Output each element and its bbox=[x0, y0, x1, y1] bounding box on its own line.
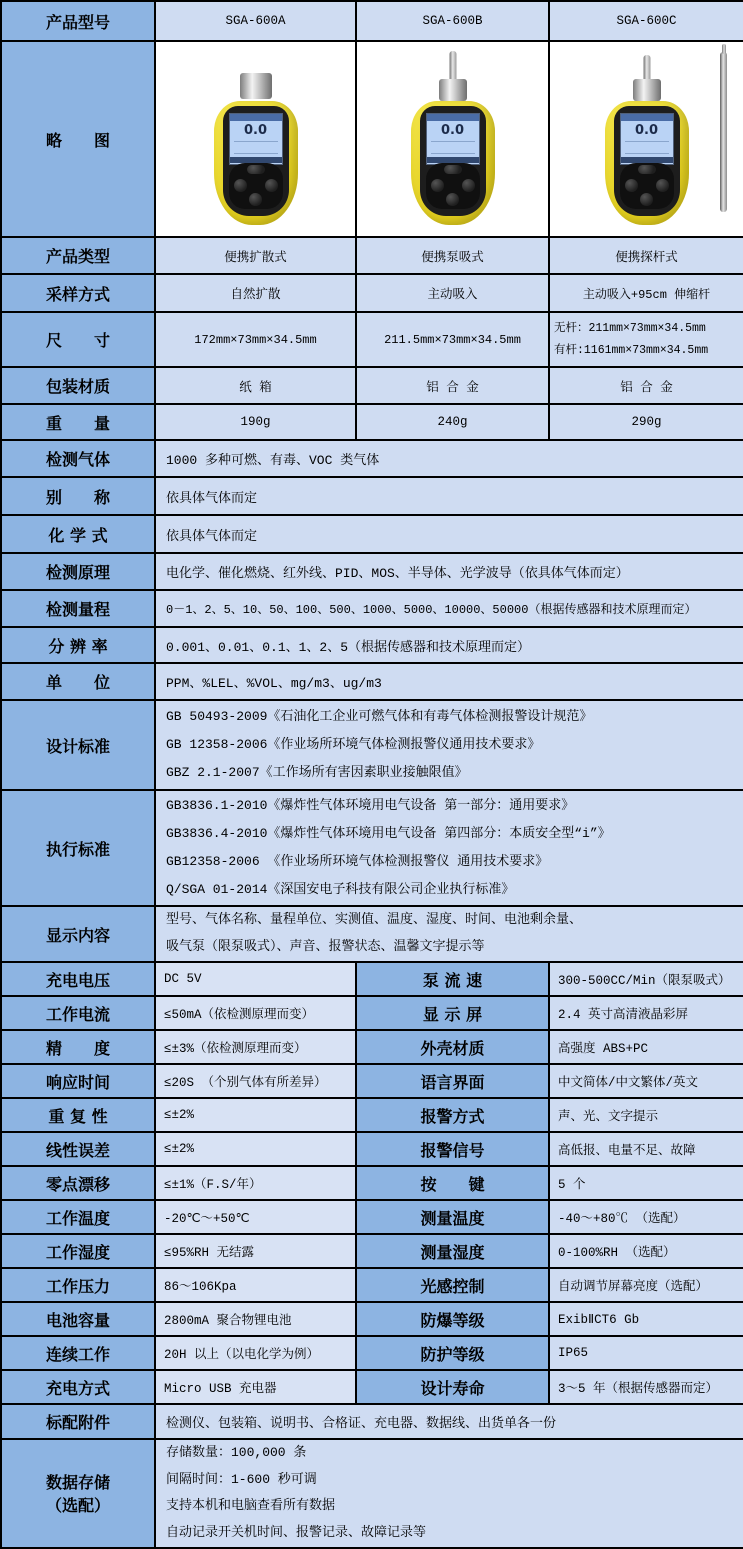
value-shell-material: 高强度 ABS+PC bbox=[549, 1030, 743, 1064]
device-photo-sga-600a bbox=[208, 51, 304, 229]
enter-button-icon bbox=[640, 193, 653, 206]
table-row bbox=[1, 1268, 743, 1302]
label-design-life: 设计寿命 bbox=[356, 1370, 549, 1404]
table-row bbox=[1, 996, 743, 1030]
label-display-screen: 显 示 屏 bbox=[356, 996, 549, 1030]
value-working-current: ≤50mA（依检测原理而变） bbox=[155, 996, 356, 1030]
table-row bbox=[1, 440, 743, 477]
value-model-c: SGA-600C bbox=[549, 1, 743, 41]
value-unit: PPM、%LEL、%VOL、mg/m3、ug/m3 bbox=[155, 663, 743, 700]
table-row bbox=[1, 1370, 743, 1404]
table-row bbox=[1, 790, 743, 906]
value-alarm-signal: 高低报、电量不足、故障 bbox=[549, 1132, 743, 1166]
screen-reading: 0.0 bbox=[440, 123, 465, 138]
value-working-pressure: 86～106Kpa bbox=[155, 1268, 356, 1302]
label-product-model: 产品型号 bbox=[1, 1, 155, 41]
execution-standard-line2: GB3836.4-2010《爆炸性气体环境用电气设备 第四部分：本质安全型“i”》 bbox=[166, 826, 611, 842]
device-probe bbox=[449, 51, 456, 81]
data-storage-line1: 存储数量：100,000 条 bbox=[166, 1445, 307, 1460]
dimensions-c-line1: 无杆：211mm×73mm×34.5mm bbox=[554, 321, 706, 335]
value-dimensions-c bbox=[549, 312, 743, 367]
right-button-icon bbox=[462, 179, 475, 192]
telescopic-rod bbox=[720, 52, 727, 212]
value-design-standard bbox=[155, 700, 743, 790]
data-storage-line2: 间隔时间：1-600 秒可调 bbox=[166, 1471, 317, 1487]
value-measure-humidity: 0-100%RH （选配） bbox=[549, 1234, 743, 1268]
value-standard-accessories: 检测仪、包装箱、说明书、合格证、充电器、数据线、出货单各一份 bbox=[155, 1404, 743, 1439]
label-execution-standard: 执行标准 bbox=[1, 790, 155, 906]
label-measure-humidity: 测量湿度 bbox=[356, 1234, 549, 1268]
label-alias: 别 称 bbox=[1, 477, 155, 515]
device-inlet-cap-icon bbox=[240, 73, 272, 99]
screen-info-row bbox=[234, 141, 278, 154]
table-row bbox=[1, 663, 743, 700]
table-row bbox=[1, 274, 743, 312]
value-chemical-formula: 依具体气体而定 bbox=[155, 515, 743, 553]
label-dimensions: 尺 寸 bbox=[1, 312, 155, 367]
label-product-type: 产品类型 bbox=[1, 237, 155, 274]
device-keypad bbox=[426, 163, 480, 209]
table-row bbox=[1, 1132, 743, 1166]
label-working-pressure: 工作压力 bbox=[1, 1268, 155, 1302]
screen-reading: 0.0 bbox=[243, 123, 268, 138]
label-chemical-formula: 化 学 式 bbox=[1, 515, 155, 553]
execution-standard-line4: Q/SGA 01-2014《深国安电子科技有限公司企业执行标准》 bbox=[166, 881, 515, 897]
label-shell-material: 外壳材质 bbox=[356, 1030, 549, 1064]
value-linearity-error: ≤±2% bbox=[155, 1132, 356, 1166]
data-storage-line3: 支持本机和电脑查看所有数据 bbox=[166, 1498, 336, 1514]
label-battery-capacity: 电池容量 bbox=[1, 1302, 155, 1336]
design-standard-line3: GBZ 2.1-2007《工作场所有害因素职业接触限值》 bbox=[166, 764, 468, 780]
value-detection-range: 0－1、2、5、10、50、100、500、1000、5000、10000、50000（根据传感器和技术原理而定） bbox=[155, 590, 743, 627]
label-working-current: 工作电流 bbox=[1, 996, 155, 1030]
value-sampling-a: 自然扩散 bbox=[155, 274, 356, 312]
value-repeatability: ≤±2% bbox=[155, 1098, 356, 1132]
value-dimensions-a: 172mm×73mm×34.5mm bbox=[155, 312, 356, 367]
screen-status-bar bbox=[427, 114, 479, 121]
table-row bbox=[1, 700, 743, 790]
value-execution-standard bbox=[155, 790, 743, 906]
table-row bbox=[1, 1404, 743, 1439]
device-screen bbox=[620, 113, 674, 165]
label-light-control: 光感控制 bbox=[356, 1268, 549, 1302]
table-row bbox=[1, 367, 743, 404]
enter-button-icon bbox=[249, 193, 262, 206]
label-charge-voltage: 充电电压 bbox=[1, 962, 155, 996]
design-standard-line1: GB 50493-2009《石油化工企业可燃气体和有毒气体检测报警设计规范》 bbox=[166, 709, 593, 725]
photo-cell-sga-600a bbox=[155, 41, 356, 237]
label-explosion-proof-grade: 防爆等级 bbox=[356, 1302, 549, 1336]
label-working-humidity: 工作湿度 bbox=[1, 1234, 155, 1268]
label-continuous-work: 连续工作 bbox=[1, 1336, 155, 1370]
table-row bbox=[1, 237, 743, 274]
device-keypad bbox=[620, 163, 674, 209]
value-measure-temperature: -40～+80℃ （选配） bbox=[549, 1200, 743, 1234]
photo-cell-sga-600b bbox=[356, 41, 549, 237]
device-body bbox=[411, 101, 495, 225]
value-packaging-a: 纸 箱 bbox=[155, 367, 356, 404]
table-row bbox=[1, 1030, 743, 1064]
value-working-temperature: -20℃～+50℃ bbox=[155, 1200, 356, 1234]
value-resolution: 0.001、0.01、0.1、1、2、5（根据传感器和技术原理而定） bbox=[155, 627, 743, 663]
label-accuracy: 精 度 bbox=[1, 1030, 155, 1064]
enter-button-icon bbox=[446, 193, 459, 206]
value-sampling-c: 主动吸入+95cm 伸缩杆 bbox=[549, 274, 743, 312]
label-response-time: 响应时间 bbox=[1, 1064, 155, 1098]
label-alarm-mode: 报警方式 bbox=[356, 1098, 549, 1132]
table-row bbox=[1, 1336, 743, 1370]
table-row bbox=[1, 1200, 743, 1234]
menu-button-icon bbox=[444, 165, 462, 174]
data-storage-label-line1: 数据存储 bbox=[45, 1473, 110, 1493]
value-alarm-mode: 声、光、文字提示 bbox=[549, 1098, 743, 1132]
value-design-life: 3～5 年（根据传感器而定） bbox=[549, 1370, 743, 1404]
display-content-line1: 型号、气体名称、量程单位、实测值、温度、湿度、时间、电池剩余量、 bbox=[166, 912, 583, 928]
value-display-content bbox=[155, 906, 743, 962]
value-packaging-c: 铝 合 金 bbox=[549, 367, 743, 404]
left-button-icon bbox=[234, 179, 247, 192]
display-content-line2: 吸气泵（限泵吸式）、声音、报警状态、温馨文字提示等 bbox=[166, 939, 485, 954]
device-front-panel bbox=[223, 106, 289, 216]
photo-cell-sga-600c bbox=[549, 41, 743, 237]
left-button-icon bbox=[431, 179, 444, 192]
device-front-panel bbox=[614, 106, 680, 216]
table-row bbox=[1, 1064, 743, 1098]
value-working-humidity: ≤95%RH 无结露 bbox=[155, 1234, 356, 1268]
device-body bbox=[605, 101, 689, 225]
right-button-icon bbox=[656, 179, 669, 192]
table-row bbox=[1, 41, 743, 237]
value-product-type-b: 便携泵吸式 bbox=[356, 237, 549, 274]
device-screen bbox=[229, 113, 283, 165]
value-dimensions-b: 211.5mm×73mm×34.5mm bbox=[356, 312, 549, 367]
value-display-screen: 2.4 英寸高清液晶彩屏 bbox=[549, 996, 743, 1030]
execution-standard-line1: GB3836.1-2010《爆炸性气体环境用电气设备 第一部分：通用要求》 bbox=[166, 798, 575, 814]
device-photo-sga-600b bbox=[405, 51, 501, 229]
label-unit: 单 位 bbox=[1, 663, 155, 700]
value-light-control: 自动调节屏幕亮度（选配） bbox=[549, 1268, 743, 1302]
table-row bbox=[1, 962, 743, 996]
label-repeatability: 重 复 性 bbox=[1, 1098, 155, 1132]
label-protection-grade: 防护等级 bbox=[356, 1336, 549, 1370]
table-row bbox=[1, 1234, 743, 1268]
value-model-a: SGA-600A bbox=[155, 1, 356, 41]
value-sampling-b: 主动吸入 bbox=[356, 274, 549, 312]
data-storage-label-line2: （选配） bbox=[45, 1496, 110, 1516]
screen-reading: 0.0 bbox=[634, 123, 659, 138]
label-zero-drift: 零点漂移 bbox=[1, 1166, 155, 1200]
value-continuous-work: 20H 以上（以电化学为例） bbox=[155, 1336, 356, 1370]
label-alarm-signal: 报警信号 bbox=[356, 1132, 549, 1166]
label-linearity-error: 线性误差 bbox=[1, 1132, 155, 1166]
value-protection-grade: IP65 bbox=[549, 1336, 743, 1370]
value-detection-principle: 电化学、催化燃烧、红外线、PID、MOS、半导体、光学波导（依具体气体而定） bbox=[155, 553, 743, 590]
execution-standard-line3: GB12358-2006 《作业场所环境气体检测报警仪 通用技术要求》 bbox=[166, 854, 549, 869]
label-working-temperature: 工作温度 bbox=[1, 1200, 155, 1234]
label-detection-principle: 检测原理 bbox=[1, 553, 155, 590]
label-sketch: 略 图 bbox=[1, 41, 155, 237]
menu-button-icon bbox=[638, 165, 656, 174]
value-weight-c: 290g bbox=[549, 404, 743, 440]
label-buttons: 按 键 bbox=[356, 1166, 549, 1200]
left-button-icon bbox=[625, 179, 638, 192]
value-data-storage bbox=[155, 1439, 743, 1548]
label-detected-gas: 检测气体 bbox=[1, 440, 155, 477]
label-data-storage bbox=[1, 1439, 155, 1548]
value-weight-a: 190g bbox=[155, 404, 356, 440]
device-keypad bbox=[229, 163, 283, 209]
data-storage-line4: 自动记录开关机时间、报警记录、故障记录等 bbox=[166, 1524, 427, 1540]
table-row bbox=[1, 627, 743, 663]
table-row bbox=[1, 906, 743, 962]
value-product-type-c: 便携探杆式 bbox=[549, 237, 743, 274]
table-row bbox=[1, 590, 743, 627]
label-standard-accessories: 标配附件 bbox=[1, 1404, 155, 1439]
screen-info-row bbox=[625, 141, 669, 154]
dimensions-c-line2: 有杆:1161mm×73mm×34.5mm bbox=[554, 343, 709, 357]
value-detected-gas: 1000 多种可燃、有毒、VOC 类气体 bbox=[155, 440, 743, 477]
table-row bbox=[1, 1, 743, 41]
label-resolution: 分 辨 率 bbox=[1, 627, 155, 663]
value-charge-method: Micro USB 充电器 bbox=[155, 1370, 356, 1404]
screen-info-row bbox=[431, 141, 475, 154]
table-row bbox=[1, 553, 743, 590]
table-row bbox=[1, 1166, 743, 1200]
value-weight-b: 240g bbox=[356, 404, 549, 440]
value-battery-capacity: 2800mA 聚合物锂电池 bbox=[155, 1302, 356, 1336]
label-sampling-method: 采样方式 bbox=[1, 274, 155, 312]
table-row bbox=[1, 1439, 743, 1548]
device-inlet-cap-icon bbox=[439, 79, 467, 101]
value-response-time: ≤20S （个别气体有所差异） bbox=[155, 1064, 356, 1098]
value-accuracy: ≤±3%（依检测原理而变） bbox=[155, 1030, 356, 1064]
label-detection-range: 检测量程 bbox=[1, 590, 155, 627]
table-row bbox=[1, 1302, 743, 1336]
screen-status-bar bbox=[621, 114, 673, 121]
label-display-content: 显示内容 bbox=[1, 906, 155, 962]
value-product-type-a: 便携扩散式 bbox=[155, 237, 356, 274]
device-front-panel bbox=[420, 106, 486, 216]
value-model-b: SGA-600B bbox=[356, 1, 549, 41]
device-photo-sga-600c bbox=[599, 51, 695, 229]
label-packaging-material: 包装材质 bbox=[1, 367, 155, 404]
device-inlet-cap-icon bbox=[633, 79, 661, 101]
value-packaging-b: 铝 合 金 bbox=[356, 367, 549, 404]
value-alias: 依具体气体而定 bbox=[155, 477, 743, 515]
device-body bbox=[214, 101, 298, 225]
value-pump-flow: 300-500CC/Min（限泵吸式） bbox=[549, 962, 743, 996]
value-zero-drift: ≤±1%（F.S/年） bbox=[155, 1166, 356, 1200]
label-design-standard: 设计标准 bbox=[1, 700, 155, 790]
screen-status-bar bbox=[230, 114, 282, 121]
label-weight: 重 量 bbox=[1, 404, 155, 440]
label-measure-temperature: 测量温度 bbox=[356, 1200, 549, 1234]
table-row bbox=[1, 1098, 743, 1132]
device-screen bbox=[426, 113, 480, 165]
menu-button-icon bbox=[247, 165, 265, 174]
right-button-icon bbox=[265, 179, 278, 192]
value-language-ui: 中文简体/中文繁体/英文 bbox=[549, 1064, 743, 1098]
value-buttons: 5 个 bbox=[549, 1166, 743, 1200]
table-row bbox=[1, 404, 743, 440]
label-charge-method: 充电方式 bbox=[1, 1370, 155, 1404]
table-row bbox=[1, 477, 743, 515]
label-language-ui: 语言界面 bbox=[356, 1064, 549, 1098]
label-pump-flow: 泵 流 速 bbox=[356, 962, 549, 996]
table-row bbox=[1, 312, 743, 367]
value-explosion-proof-grade: ExibⅡCT6 Gb bbox=[549, 1302, 743, 1336]
table-row bbox=[1, 515, 743, 553]
value-charge-voltage: DC 5V bbox=[155, 962, 356, 996]
design-standard-line2: GB 12358-2006《作业场所环境气体检测报警仪通用技术要求》 bbox=[166, 737, 541, 753]
